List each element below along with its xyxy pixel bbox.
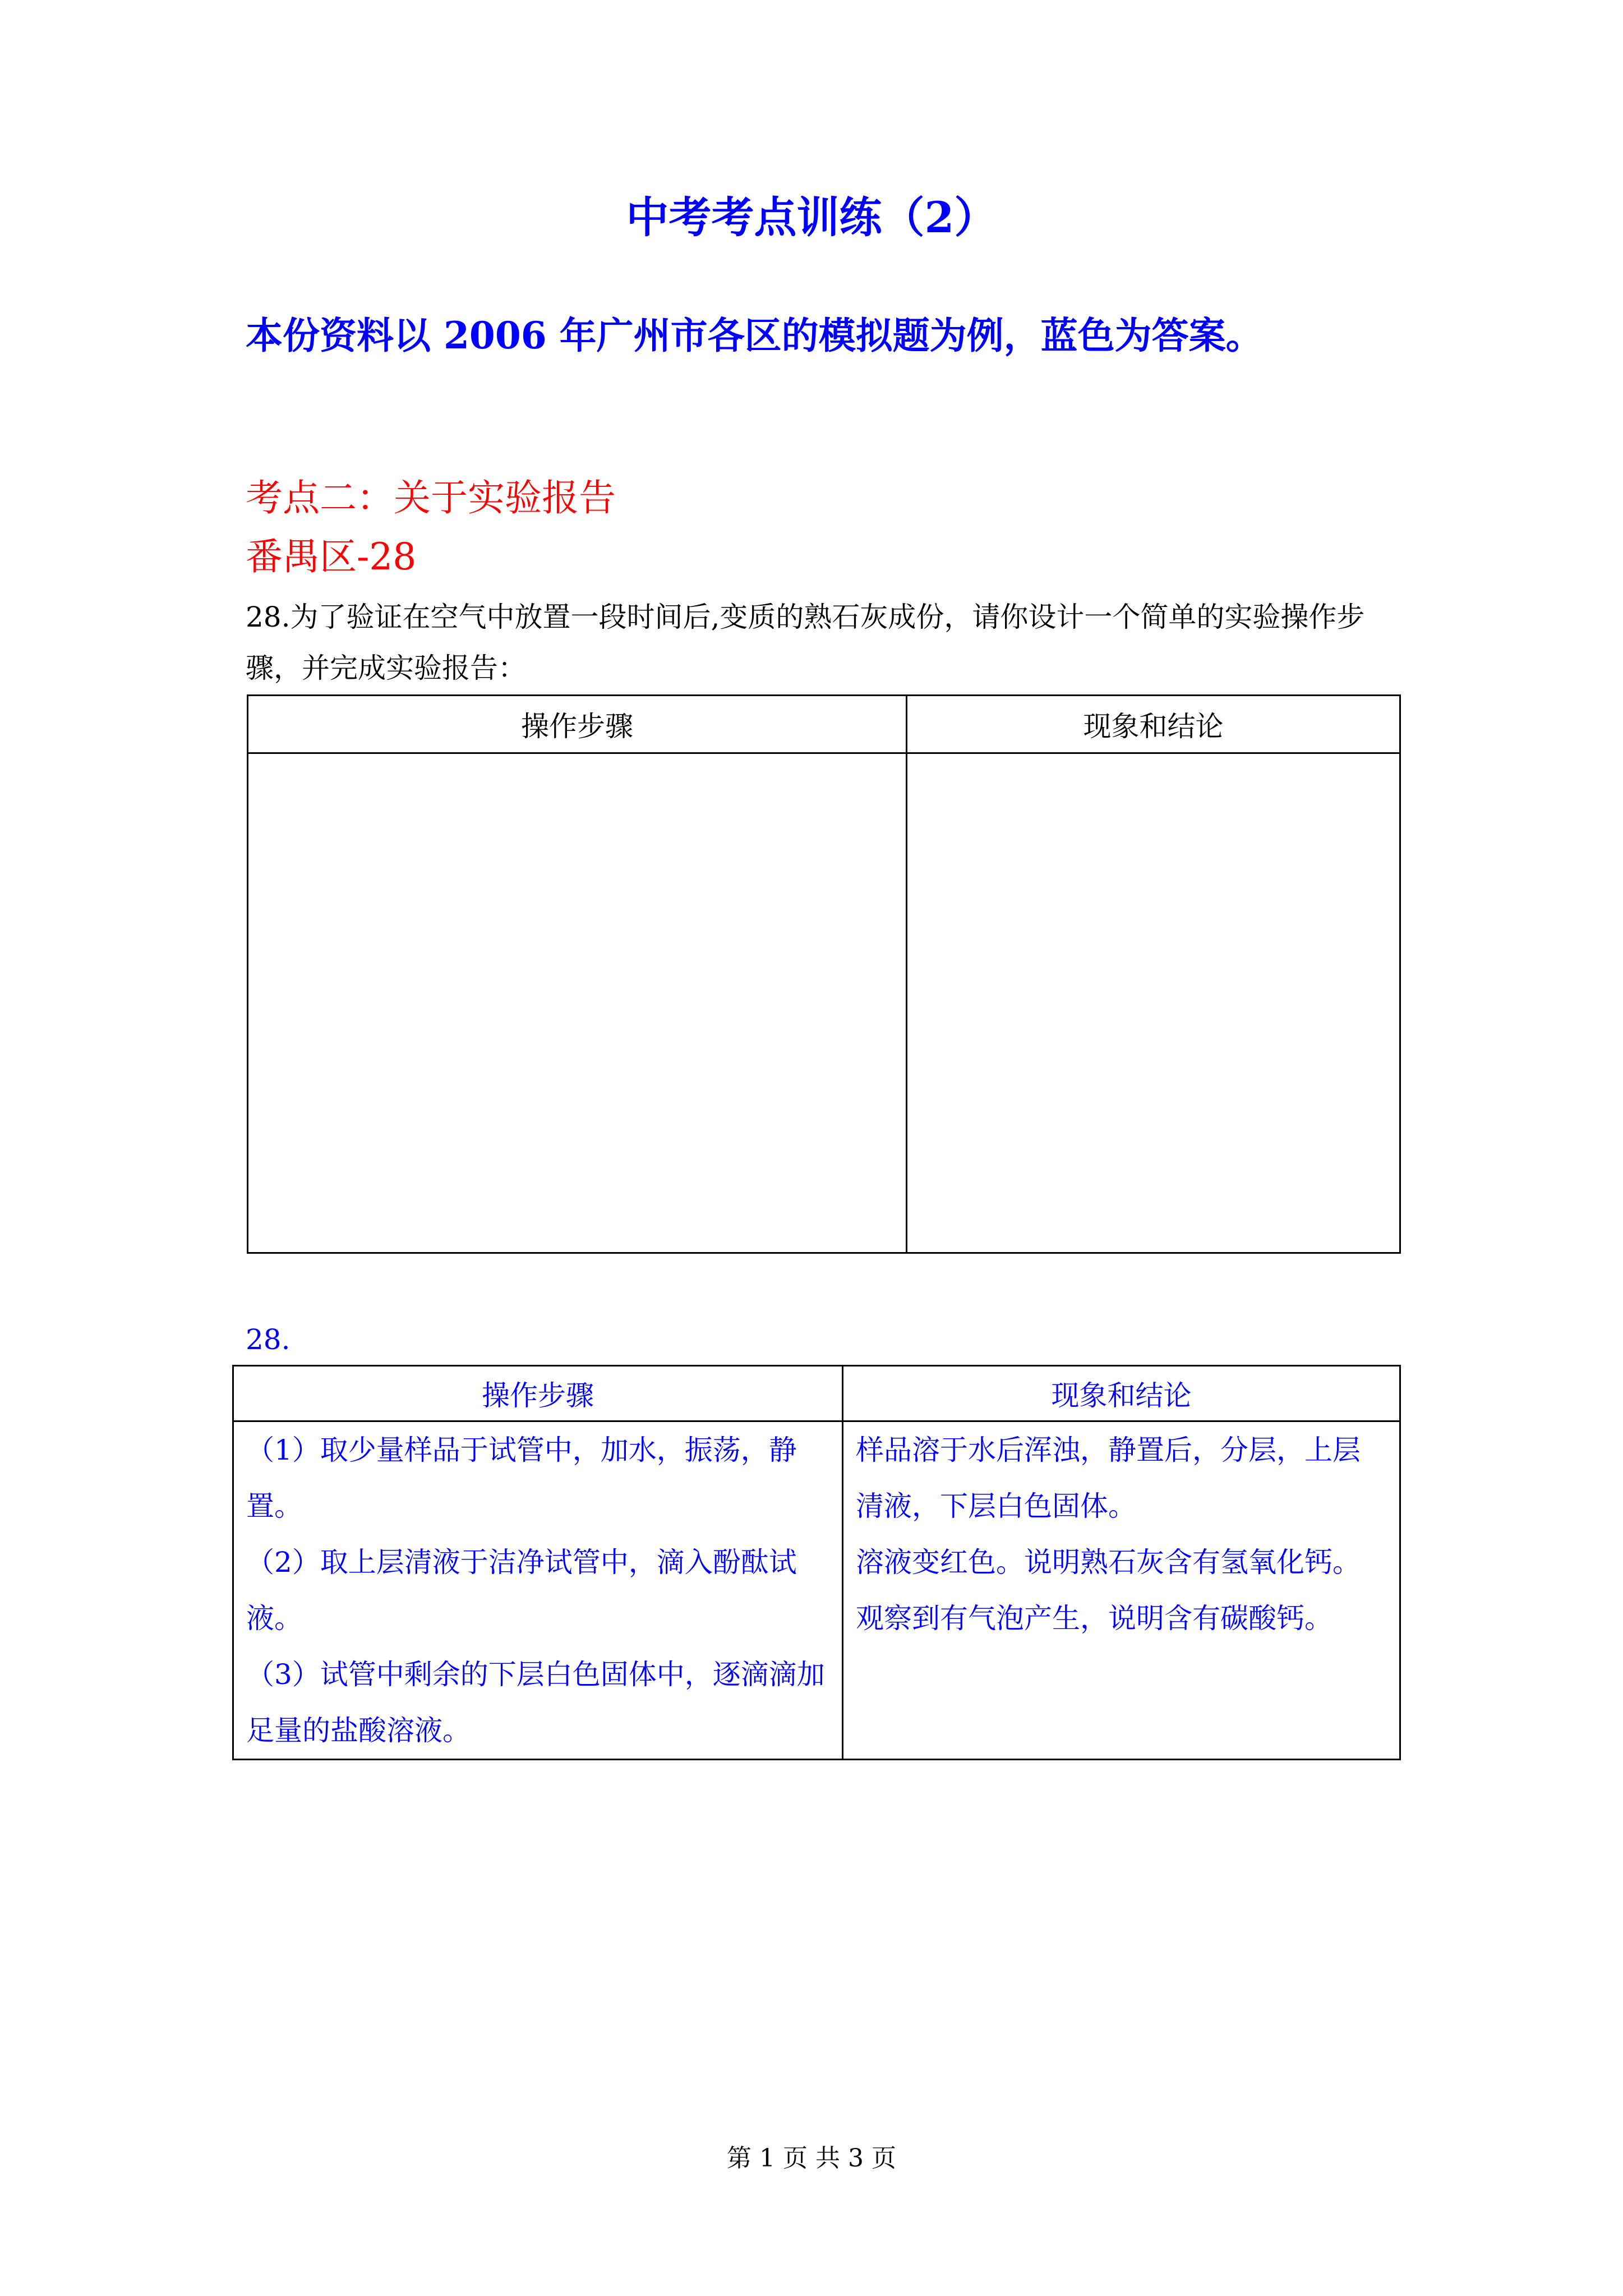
answer-table — [232, 1365, 1401, 1760]
answer-step: （2）取上层清液于洁净试管中，滴入酚酞试液。 — [246, 1546, 797, 1635]
blank-steps-cell — [248, 753, 907, 1253]
answer-step: （3）试管中剩余的下层白色固体中，逐滴滴加足量的盐酸溶液。 — [246, 1658, 825, 1747]
page-title: 中考考点训练（2） — [626, 192, 997, 242]
blank-results-cell — [907, 753, 1400, 1253]
district-heading: 番禺区-28 — [246, 535, 417, 578]
question-table-blank-row — [248, 753, 1400, 1253]
answer-number: 28. — [246, 1323, 291, 1356]
intro-note: 本份资料以 2006 年广州市各区的模拟题为例，蓝色为答案。 — [246, 314, 1263, 357]
answer-steps-cell — [233, 1421, 843, 1760]
header-steps: 操作步骤 — [248, 696, 907, 753]
answer-step: （1）取少量样品于试管中，加水，振荡，静置。 — [246, 1434, 797, 1522]
answer-result: 观察到有气泡产生，说明含有碳酸钙。 — [856, 1602, 1332, 1635]
answer-result: 溶液变红色。说明熟石灰含有氢氧化钙。 — [856, 1546, 1361, 1579]
section-heading: 考点二：关于实验报告 — [246, 476, 616, 519]
question-table-header-row — [248, 696, 1400, 753]
answer-table-row — [233, 1421, 1400, 1760]
question-table — [247, 694, 1401, 1254]
answer-results-cell — [843, 1421, 1400, 1760]
answer-header-steps: 操作步骤 — [233, 1366, 843, 1421]
answer-table-header-row — [233, 1366, 1400, 1421]
page-footer: 第 1 页 共 3 页 — [727, 2144, 896, 2173]
answer-result: 样品溶于水后浑浊，静置后，分层，上层清液，下层白色固体。 — [856, 1434, 1361, 1522]
question-text: 28.为了验证在空气中放置一段时间后,变质的熟石灰成份，请你设计一个简单的实验操作步骤，并完成实验报告： — [246, 601, 1365, 684]
header-results: 现象和结论 — [907, 696, 1400, 753]
answer-header-results: 现象和结论 — [843, 1366, 1400, 1421]
